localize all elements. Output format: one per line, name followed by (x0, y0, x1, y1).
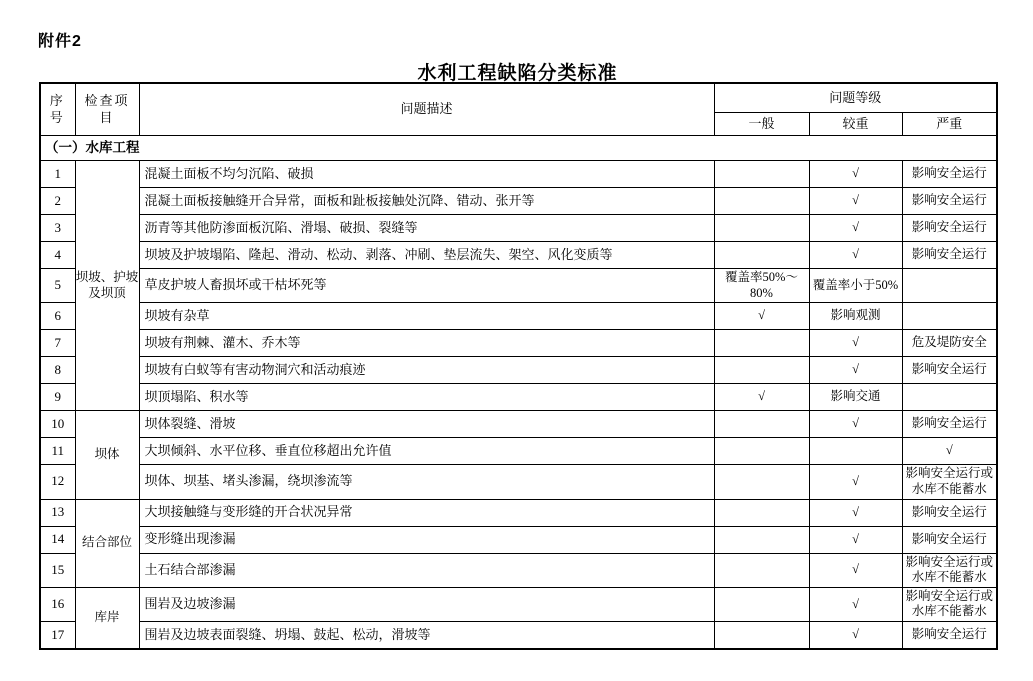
problem-description-cell: 混凝土面板不均匀沉陷、破损 (139, 161, 714, 188)
table-row (40, 357, 997, 384)
inspection-item-cell: 坝坡、护坡及坝顶 (75, 161, 139, 411)
problem-description-cell: 大坝倾斜、水平位移、垂直位移超出允许值 (139, 438, 714, 465)
level-serious-cell: √ (809, 357, 902, 384)
level-serious-cell: √ (809, 411, 902, 438)
table-row (40, 465, 997, 499)
level-severe-cell: 影响安全运行 (902, 499, 997, 526)
level-serious-cell: √ (809, 161, 902, 188)
header-row-1 (40, 83, 997, 113)
table-header (40, 83, 997, 136)
level-general-cell (714, 622, 809, 650)
inspection-item-cell: 结合部位 (75, 499, 139, 587)
problem-description-cell: 大坝接触缝与变形缝的开合状况异常 (139, 499, 714, 526)
level-serious-cell (809, 438, 902, 465)
problem-description-cell: 土石结合部渗漏 (139, 553, 714, 587)
level-general-cell (714, 357, 809, 384)
table-row (40, 499, 997, 526)
table-row (40, 622, 997, 650)
row-serial: 2 (40, 188, 75, 215)
row-serial: 5 (40, 269, 75, 303)
table-row (40, 188, 997, 215)
level-severe-cell: 影响安全运行 (902, 242, 997, 269)
table-row (40, 330, 997, 357)
row-serial: 4 (40, 242, 75, 269)
level-general-cell (714, 411, 809, 438)
level-serious-cell: √ (809, 526, 902, 553)
level-severe-cell: 影响安全运行 (902, 622, 997, 650)
problem-description-cell: 沥青等其他防渗面板沉陷、滑塌、破损、裂缝等 (139, 215, 714, 242)
level-general-cell (714, 526, 809, 553)
level-general-cell (714, 215, 809, 242)
row-serial: 17 (40, 622, 75, 650)
level-severe-cell: 影响安全运行或水库不能蓄水 (902, 465, 997, 499)
table-row (40, 269, 997, 303)
table-row (40, 161, 997, 188)
row-serial: 6 (40, 303, 75, 330)
table-row (40, 587, 997, 621)
table-row (40, 242, 997, 269)
level-serious-cell: √ (809, 499, 902, 526)
level-serious-cell: √ (809, 465, 902, 499)
level-general-cell: √ (714, 303, 809, 330)
header-inspection-item: 检查项目 (75, 83, 139, 136)
problem-description-cell: 坝体裂缝、滑坡 (139, 411, 714, 438)
row-serial: 8 (40, 357, 75, 384)
row-serial: 14 (40, 526, 75, 553)
level-general-cell (714, 553, 809, 587)
level-serious-cell: 影响交通 (809, 384, 902, 411)
level-serious-cell: √ (809, 330, 902, 357)
inspection-item-cell: 坝体 (75, 411, 139, 499)
row-serial: 10 (40, 411, 75, 438)
level-serious-cell: 影响观测 (809, 303, 902, 330)
level-serious-cell: 覆盖率小于50% (809, 269, 902, 303)
inspection-item-cell: 库岸 (75, 587, 139, 649)
header-level-general: 一般 (714, 113, 809, 136)
level-general-cell (714, 161, 809, 188)
table-row (40, 411, 997, 438)
table-row (40, 384, 997, 411)
level-severe-cell (902, 303, 997, 330)
level-severe-cell: 影响安全运行 (902, 161, 997, 188)
level-general-cell (714, 499, 809, 526)
table-row (40, 553, 997, 587)
row-serial: 16 (40, 587, 75, 621)
problem-description-cell: 坝坡及护坡塌陷、隆起、滑动、松动、剥落、冲刷、垫层流失、架空、风化变质等 (139, 242, 714, 269)
problem-description-cell: 变形缝出现渗漏 (139, 526, 714, 553)
level-general-cell (714, 438, 809, 465)
row-serial: 12 (40, 465, 75, 499)
table-row (40, 303, 997, 330)
section-row (40, 136, 997, 161)
page-title: 水利工程缺陷分类标准 (417, 63, 618, 84)
level-severe-cell: 影响安全运行 (902, 526, 997, 553)
level-general-cell (714, 242, 809, 269)
row-serial: 1 (40, 161, 75, 188)
level-general-cell: √ (714, 384, 809, 411)
level-severe-cell: 影响安全运行 (902, 411, 997, 438)
header-problem-description: 问题描述 (139, 83, 714, 136)
table-body (40, 136, 997, 650)
level-serious-cell: √ (809, 587, 902, 621)
header-problem-level: 问题等级 (714, 83, 997, 113)
header-level-severe: 严重 (902, 113, 997, 136)
problem-description-cell: 围岩及边坡渗漏 (139, 587, 714, 621)
level-general-cell (714, 587, 809, 621)
table-row (40, 215, 997, 242)
level-severe-cell: 影响安全运行 (902, 215, 997, 242)
level-severe-cell: 影响安全运行 (902, 357, 997, 384)
problem-description-cell: 坝顶塌陷、积水等 (139, 384, 714, 411)
level-serious-cell: √ (809, 188, 902, 215)
header-serial: 序号 (40, 83, 75, 136)
level-general-cell: 覆盖率50%～80% (714, 269, 809, 303)
problem-description-cell: 围岩及边坡表面裂缝、坍塌、鼓起、松动，滑坡等 (139, 622, 714, 650)
header-level-serious: 较重 (809, 113, 902, 136)
section-header: （一）水库工程 (40, 136, 997, 161)
level-general-cell (714, 330, 809, 357)
row-serial: 15 (40, 553, 75, 587)
problem-description-cell: 坝坡有荆棘、灌木、乔木等 (139, 330, 714, 357)
level-severe-cell: 影响安全运行或水库不能蓄水 (902, 587, 997, 621)
row-serial: 11 (40, 438, 75, 465)
row-serial: 9 (40, 384, 75, 411)
problem-description-cell: 混凝土面板接触缝开合异常，面板和趾板接触处沉降、错动、张开等 (139, 188, 714, 215)
level-severe-cell (902, 269, 997, 303)
level-severe-cell: 影响安全运行 (902, 188, 997, 215)
attachment-label: 附件2 (38, 33, 82, 50)
table-row (40, 526, 997, 553)
level-serious-cell: √ (809, 215, 902, 242)
problem-description-cell: 坝体、坝基、堵头渗漏，绕坝渗流等 (139, 465, 714, 499)
defect-classification-table (39, 82, 998, 650)
level-serious-cell: √ (809, 622, 902, 650)
level-severe-cell (902, 384, 997, 411)
problem-description-cell: 草皮护坡人畜损坏或干枯坏死等 (139, 269, 714, 303)
page-title-wrap (39, 58, 996, 85)
level-severe-cell: 影响安全运行或水库不能蓄水 (902, 553, 997, 587)
row-serial: 13 (40, 499, 75, 526)
row-serial: 3 (40, 215, 75, 242)
problem-description-cell: 坝坡有杂草 (139, 303, 714, 330)
table-row (40, 438, 997, 465)
problem-description-cell: 坝坡有白蚁等有害动物洞穴和活动痕迹 (139, 357, 714, 384)
level-general-cell (714, 465, 809, 499)
level-general-cell (714, 188, 809, 215)
level-severe-cell: 危及堤防安全 (902, 330, 997, 357)
level-serious-cell: √ (809, 553, 902, 587)
row-serial: 7 (40, 330, 75, 357)
level-serious-cell: √ (809, 242, 902, 269)
level-severe-cell: √ (902, 438, 997, 465)
